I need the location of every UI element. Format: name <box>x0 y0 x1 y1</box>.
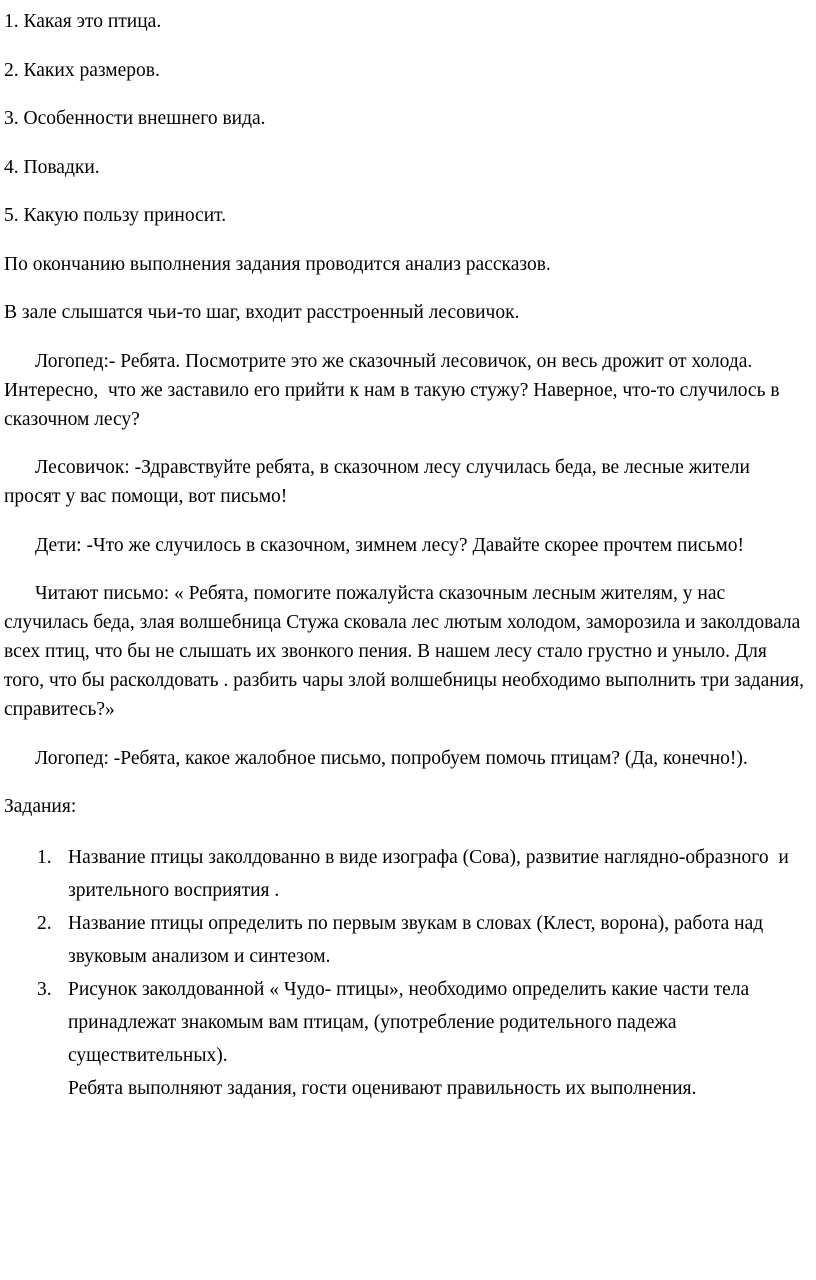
paragraph-logoped-1: Логопед:- Ребята. Посмотрите это же сказочный лесовичок, он весь дрожит от холода. Интересно, что же заставило его прийти к нам в такую стужу? Наверное, что-то случилось в сказочном лесу? <box>4 350 785 430</box>
tasks-footer: Ребята выполняют задания, гости оценивают правильность их выполнения. <box>68 1077 697 1099</box>
task-item-2 <box>37 907 810 973</box>
task-text: Название птицы определить по первым звукам в словах (Клест, ворона), работа над звуковым анализом и синтезом. <box>68 912 769 967</box>
intro-item-1: 1. Какая это птица. <box>4 11 162 32</box>
intro-item-2: 2. Каких размеров. <box>4 59 160 81</box>
paragraph-analysis: По окончанию выполнения задания проводится анализ рассказов. <box>4 253 551 275</box>
intro-item-5: 5. Какую пользу приносит. <box>4 205 227 226</box>
paragraph-letter: Читают письмо: « Ребята, помогите пожалуйста сказочным лесным жителям, у нас случилась беда, злая волшебница Стужа сковала лес лютым холодом, заморозила и заколдовала всех птиц, что бы не слышать их звонкого пения. В нашем лесу стало грустно и уныло. Для того, что бы расколдовать . разбить чары злой волшебницы необходимо выполнить три задания, справитесь?» <box>4 583 809 720</box>
paragraph-logoped-2: Логопед: -Ребята, какое жалобное письмо, попробуем помочь птицам? (Да, конечно!). <box>35 747 748 769</box>
task-text: Название птицы заколдованно в виде изографа (Сова), развитие наглядно-образного и зрительного восприятия . <box>68 846 794 901</box>
task-text: Рисунок заколдованной « Чудо- птицы», необходимо определить какие части тела принадлежат знакомым вам птицам, (употребление родительного падежа существительных). <box>68 978 755 1066</box>
task-item-3 <box>37 973 810 1072</box>
task-number: 1. <box>37 846 52 868</box>
task-item-1 <box>37 841 810 907</box>
intro-item-3: 3. Особенности внешнего вида. <box>4 108 266 129</box>
tasks-list <box>37 841 810 1105</box>
task-number: 2. <box>37 912 52 934</box>
intro-item-4: 4. Повадки. <box>4 156 100 178</box>
paragraph-lesovichok: Лесовичок: -Здравствуйте ребята, в сказочном лесу случилась беда, ве лесные жители просят у вас помощи, вот письмо! <box>4 457 755 507</box>
paragraph-deti: Дети: -Что же случилось в сказочном, зимнем лесу? Давайте скорее прочтем письмо! <box>35 534 744 556</box>
tasks-heading: Задания: <box>4 796 77 817</box>
paragraph-entrance: В зале слышатся чьи-то шаг, входит расстроенный лесовичок. <box>4 302 520 323</box>
task-number: 3. <box>37 978 52 1000</box>
